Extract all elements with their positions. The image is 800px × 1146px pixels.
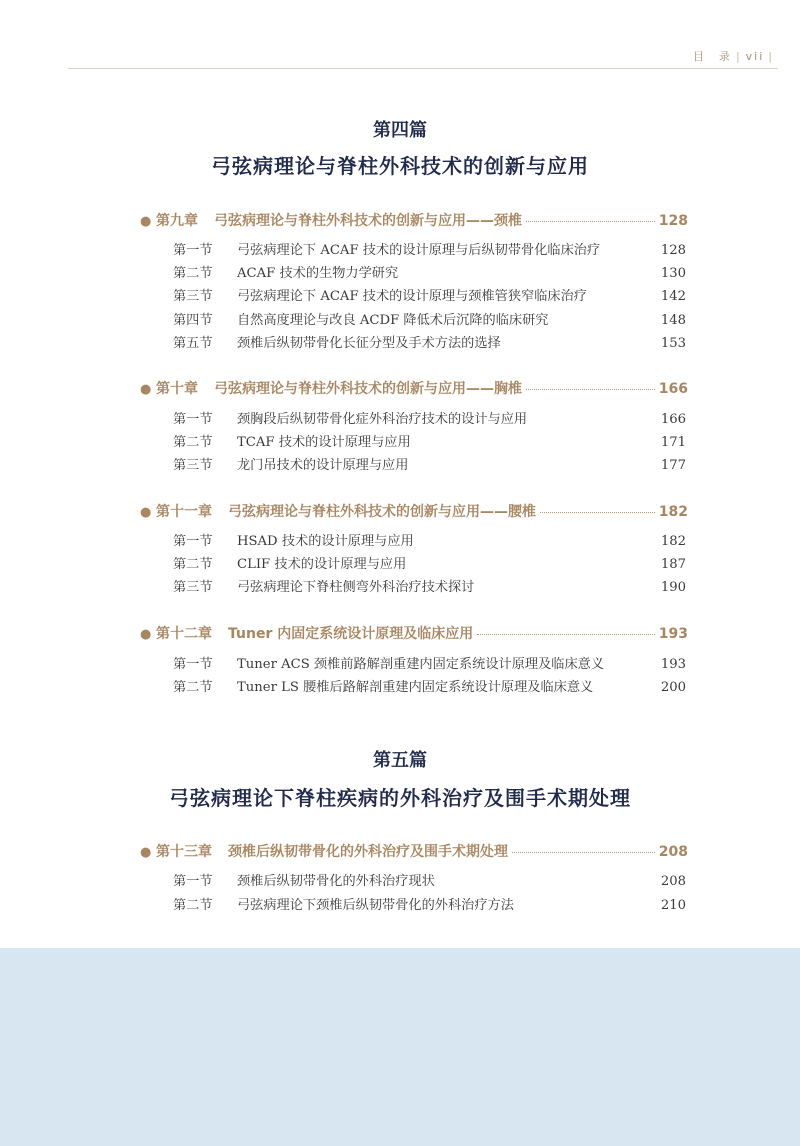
section-page: 153 bbox=[660, 336, 686, 351]
section-page: 187 bbox=[660, 557, 686, 572]
section-page: 177 bbox=[660, 458, 686, 473]
dot-leader bbox=[540, 512, 655, 513]
toc-section[interactable] bbox=[173, 239, 686, 258]
part-name: 弓弦病理论与脊柱外科技术的创新与应用 bbox=[211, 154, 589, 178]
chapter-page: 166 bbox=[658, 381, 688, 397]
toc-section[interactable] bbox=[173, 576, 686, 595]
section-title: HSAD 技术的设计原理与应用 bbox=[237, 534, 414, 549]
toc-section[interactable] bbox=[173, 454, 686, 473]
section-title: 弓弦病理论下 ACAF 技术的设计原理与后纵韧带骨化临床治疗 bbox=[237, 243, 601, 258]
section-number: 第三节 bbox=[173, 580, 213, 595]
section-title: 弓弦病理论下 ACAF 技术的设计原理与颈椎管狭窄临床治疗 bbox=[237, 289, 587, 304]
header-divider-right: | bbox=[768, 50, 774, 63]
toc-chapter[interactable] bbox=[140, 378, 688, 398]
section-title: 弓弦病理论下脊柱侧弯外科治疗技术探讨 bbox=[237, 580, 475, 595]
section-title: ACAF 技术的生物力学研究 bbox=[237, 266, 399, 281]
toc-section[interactable] bbox=[173, 262, 686, 281]
dot-leader bbox=[526, 221, 655, 222]
dot-leader bbox=[526, 389, 655, 390]
section-page: 208 bbox=[660, 874, 686, 889]
bullet-icon: ● bbox=[140, 627, 152, 642]
section-title: 颈椎后纵韧带骨化长征分型及手术方法的选择 bbox=[237, 336, 501, 351]
chapter-title: 弓弦病理论与脊柱外科技术的创新与应用——颈椎 bbox=[214, 213, 522, 229]
section-title: 颈胸段后纵韧带骨化症外科治疗技术的设计与应用 bbox=[237, 412, 528, 427]
section-number: 第二节 bbox=[173, 680, 213, 695]
toc-section[interactable] bbox=[173, 285, 686, 304]
part-number: 第五篇 bbox=[373, 750, 427, 771]
chapter-number: 第十二章 bbox=[156, 626, 212, 642]
toc-chapter[interactable] bbox=[140, 623, 688, 643]
bullet-icon: ● bbox=[140, 505, 152, 520]
section-page: 142 bbox=[660, 289, 686, 304]
section-page: 130 bbox=[660, 266, 686, 281]
section-number: 第二节 bbox=[173, 435, 213, 450]
chapter-number: 第十三章 bbox=[156, 844, 212, 860]
part-name: 弓弦病理论下脊柱疾病的外科治疗及围手术期处理 bbox=[169, 786, 631, 810]
section-title: 弓弦病理论下颈椎后纵韧带骨化的外科治疗方法 bbox=[237, 898, 514, 913]
toc-chapter[interactable] bbox=[140, 841, 688, 861]
section-number: 第二节 bbox=[173, 898, 213, 913]
header-rule bbox=[68, 68, 778, 69]
toc-section[interactable] bbox=[173, 870, 686, 889]
chapter-number: 第十章 bbox=[156, 381, 198, 397]
header-divider: | bbox=[735, 50, 742, 63]
section-title: 颈椎后纵韧带骨化的外科治疗现状 bbox=[237, 874, 435, 889]
toc-section[interactable] bbox=[173, 676, 686, 695]
section-number: 第二节 bbox=[173, 266, 213, 281]
section-number: 第一节 bbox=[173, 657, 213, 672]
section-page: 210 bbox=[660, 898, 686, 913]
bottom-background-band bbox=[0, 948, 800, 1146]
section-number: 第一节 bbox=[173, 874, 213, 889]
part-number: 第四篇 bbox=[373, 120, 427, 141]
section-page: 200 bbox=[660, 680, 686, 695]
chapter-number: 第九章 bbox=[156, 213, 198, 229]
section-number: 第二节 bbox=[173, 557, 213, 572]
toc-section[interactable] bbox=[173, 553, 686, 572]
chapter-title: 颈椎后纵韧带骨化的外科治疗及围手术期处理 bbox=[228, 844, 508, 860]
section-page: 171 bbox=[660, 435, 686, 450]
section-title: 龙门吊技术的设计原理与应用 bbox=[237, 458, 409, 473]
toc-section[interactable] bbox=[173, 431, 686, 450]
chapter-title: Tuner 内固定系统设计原理及临床应用 bbox=[228, 626, 474, 642]
bullet-icon: ● bbox=[140, 382, 152, 397]
toc-chapter[interactable] bbox=[140, 210, 688, 230]
section-title: TCAF 技术的设计原理与应用 bbox=[237, 435, 411, 450]
dot-leader bbox=[512, 852, 655, 853]
section-title: Tuner LS 腰椎后路解剖重建内固定系统设计原理及临床意义 bbox=[237, 680, 594, 695]
dot-leader bbox=[477, 634, 655, 635]
section-number: 第一节 bbox=[173, 412, 213, 427]
section-page: 190 bbox=[660, 580, 686, 595]
toc-chapter[interactable] bbox=[140, 501, 688, 521]
toc-section[interactable] bbox=[173, 530, 686, 549]
section-page: 182 bbox=[660, 534, 686, 549]
chapter-title: 弓弦病理论与脊柱外科技术的创新与应用——胸椎 bbox=[214, 381, 522, 397]
chapter-page: 193 bbox=[658, 626, 688, 642]
section-number: 第一节 bbox=[173, 243, 213, 258]
toc-section[interactable] bbox=[173, 332, 686, 351]
toc-section[interactable] bbox=[173, 309, 686, 328]
bullet-icon: ● bbox=[140, 214, 152, 229]
section-number: 第三节 bbox=[173, 289, 213, 304]
section-number: 第五节 bbox=[173, 336, 213, 351]
section-number: 第三节 bbox=[173, 458, 213, 473]
chapter-page: 208 bbox=[658, 844, 688, 860]
section-number: 第一节 bbox=[173, 534, 213, 549]
chapter-number: 第十一章 bbox=[156, 504, 212, 520]
chapter-page: 128 bbox=[658, 213, 688, 229]
section-title: CLIF 技术的设计原理与应用 bbox=[237, 557, 407, 572]
header-label: 目 录 bbox=[692, 50, 732, 63]
section-title: 自然高度理论与改良 ACDF 降低术后沉降的临床研究 bbox=[237, 313, 549, 328]
section-page: 166 bbox=[660, 412, 686, 427]
toc-section[interactable] bbox=[173, 408, 686, 427]
section-number: 第四节 bbox=[173, 313, 213, 328]
chapter-page: 182 bbox=[658, 504, 688, 520]
header-page-number: vii bbox=[745, 50, 765, 63]
running-header bbox=[693, 48, 778, 64]
bullet-icon: ● bbox=[140, 845, 152, 860]
chapter-title: 弓弦病理论与脊柱外科技术的创新与应用——腰椎 bbox=[228, 504, 536, 520]
section-title: Tuner ACS 颈椎前路解剖重建内固定系统设计原理及临床意义 bbox=[237, 657, 605, 672]
section-page: 148 bbox=[660, 313, 686, 328]
section-page: 128 bbox=[660, 243, 686, 258]
toc-section[interactable] bbox=[173, 894, 686, 913]
section-page: 193 bbox=[660, 657, 686, 672]
toc-section[interactable] bbox=[173, 653, 686, 672]
